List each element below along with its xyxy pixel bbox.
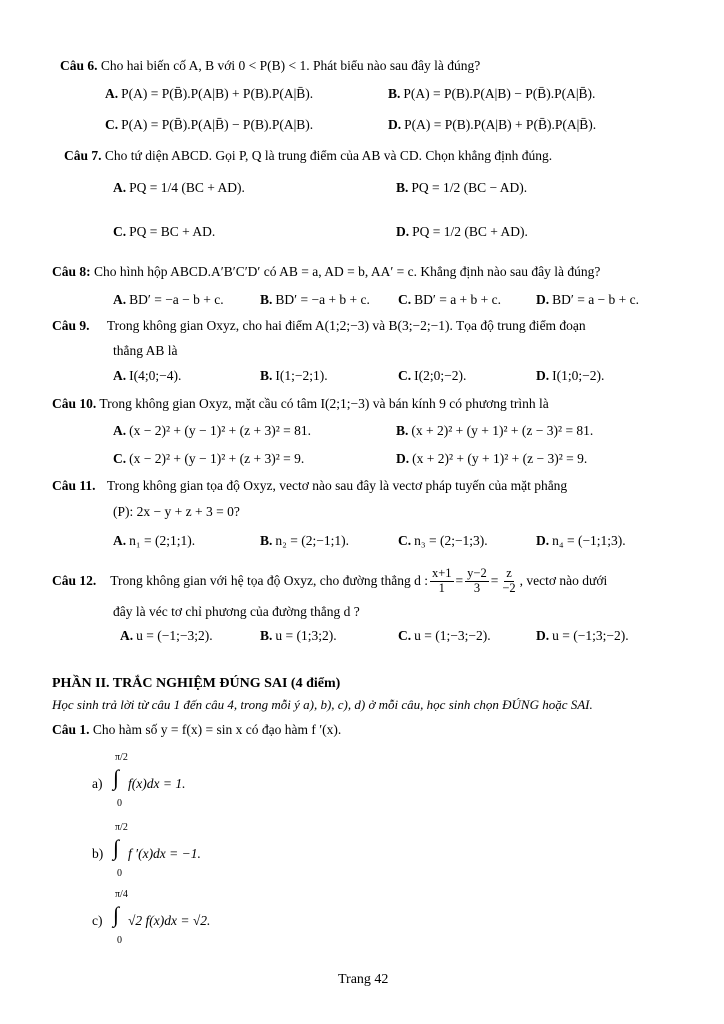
q7-option-b[interactable]: B. PQ = 1/2 (BC − AD).	[396, 180, 528, 195]
page-number: Trang 42	[338, 972, 389, 987]
q12-frac-z-den: −2	[502, 580, 516, 595]
q7-option-a[interactable]: A. PQ = 1/4 (BC + AD).	[113, 180, 245, 195]
item-c-upper-limit: π/4	[115, 889, 128, 900]
integral-sign-icon: ∫	[113, 765, 120, 790]
integral-sign-icon: ∫	[113, 835, 120, 860]
q10-option-b-text: (x + 2)² + (y + 1)² + (z − 3)² = 81.	[411, 423, 594, 438]
q11-option-b-text: n₂ = (2;−1;1).	[275, 533, 349, 548]
q8-option-b[interactable]: B. BD′ = −a + b + c.	[260, 292, 370, 307]
q7-stem: Cho tứ diện ABCD. Gọi P, Q là trung điểm của AB và CD. Chọn khẳng định đúng.	[104, 148, 553, 163]
q8-option-a[interactable]: A. BD′ = −a − b + c.	[113, 292, 224, 307]
q12-option-c-text: u = (1;−3;−2).	[414, 628, 491, 643]
q9-option-b-text: I(1;−2;1).	[275, 368, 328, 383]
q11-option-b[interactable]: B. n₂ = (2;−1;1).	[260, 533, 349, 548]
item-c-lower-limit: 0	[117, 935, 122, 946]
q9-option-c[interactable]: C. I(2;0;−2).	[398, 368, 467, 383]
q11-option-a[interactable]: A. n₁ = (2;1;1).	[113, 533, 196, 548]
q9-option-b[interactable]: B. I(1;−2;1).	[260, 368, 328, 383]
q12-option-b-text: u = (1;3;2).	[275, 628, 337, 643]
q8-stem-line	[52, 264, 600, 280]
part2-q1-label: Câu 1.	[52, 722, 90, 737]
q6-option-c[interactable]: C. P(A) = P(B̄).P(A|B̄) − P(B).P(A|B).	[105, 117, 314, 132]
item-c-expression: √2 f(x)dx = √2.	[128, 913, 211, 928]
q6-stem: Cho hai biến cố A, B với 0 < P(B) < 1. Phát biểu nào sau đây là đúng?	[100, 58, 481, 73]
q6-stem-line	[60, 58, 480, 74]
q8-option-c-text: BD′ = a + b + c.	[414, 292, 502, 307]
q11-stem-1: Trong không gian tọa độ Oxyz, vectơ nào sau đây là vectơ pháp tuyến của mặt phẳng	[106, 478, 568, 493]
q12-stem-line-1: Câu 12. Trong không gian với hệ tọa độ Oxyz, cho đường thẳng d : $\frac{x+1}{1}$ = $\frac{y-2}{3}$ = $\frac{z}{-2}$ , vectơ nào dưới	[52, 566, 608, 595]
q6-option-b-text: P(A) = P(B).P(A|B) − P(B̄).P(A|B̄).	[403, 86, 596, 101]
q12-frac-x-den: 1	[438, 580, 445, 595]
q12-fraction-x	[430, 567, 454, 594]
q10-stem: Trong không gian Oxyz, mặt cầu có tâm I(2;1;−3) và bán kính 9 có phương trình là	[99, 396, 549, 411]
q7-option-c[interactable]: C. PQ = BC + AD.	[113, 224, 216, 239]
q12-option-d-text: u = (−1;3;−2).	[552, 628, 629, 643]
q6-option-a[interactable]: A. P(A) = P(B̄).P(A|B) + P(B).P(A|B̄).	[105, 86, 314, 101]
item-b-label: b)	[92, 846, 104, 861]
q11-stem-line-1	[52, 478, 567, 494]
integral-sign-icon: ∫	[113, 902, 120, 927]
q9-option-a[interactable]: A. I(4;0;−4).	[113, 368, 182, 383]
item-b-lower-limit: 0	[117, 868, 122, 879]
q12-option-c[interactable]: C. u = (1;−3;−2).	[398, 628, 491, 643]
q11-option-c[interactable]: C. n₃ = (2;−1;3).	[398, 533, 488, 548]
q6-option-d-text: P(A) = P(B).P(A|B) + P(B̄).P(A|B̄).	[404, 117, 597, 132]
q10-option-d-text: (x + 2)² + (y + 1)² + (z − 3)² = 9.	[412, 451, 588, 466]
q11-option-c-text: n₃ = (2;−1;3).	[414, 533, 488, 548]
q8-option-d[interactable]: D. BD′ = a − b + c.	[536, 292, 640, 307]
q6-option-c-text: P(A) = P(B̄).P(A|B̄) − P(B).P(A|B).	[121, 117, 314, 132]
q7-option-b-text: PQ = 1/2 (BC − AD).	[411, 180, 528, 195]
q12-frac-y-num: y−2	[467, 566, 487, 581]
q8-option-a-text: BD′ = −a − b + c.	[129, 292, 224, 307]
q12-option-b[interactable]: B. u = (1;3;2).	[260, 628, 337, 643]
q7-option-d-text: PQ = 1/2 (BC + AD).	[412, 224, 528, 239]
q10-option-b[interactable]: B. (x + 2)² + (y + 1)² + (z − 3)² = 81.	[396, 423, 594, 438]
q12-option-d[interactable]: D. u = (−1;3;−2).	[536, 628, 629, 643]
q10-option-c[interactable]: C. (x − 2)² + (y − 1)² + (z + 3)² = 9.	[113, 451, 305, 466]
q7-option-c-text: PQ = BC + AD.	[129, 224, 216, 239]
q7-option-d[interactable]: D. PQ = 1/2 (BC + AD).	[396, 224, 528, 239]
part2-title: PHẦN II. TRẮC NGHIỆM ĐÚNG SAI (4 điểm)	[52, 676, 341, 691]
q9-stem-2: thẳng AB là	[113, 343, 178, 358]
item-a-lower-limit: 0	[117, 798, 122, 809]
q6-option-d[interactable]: D. P(A) = P(B).P(A|B) + P(B̄).P(A|B̄).	[388, 117, 597, 132]
q12-frac-x-num: x+1	[431, 566, 452, 581]
q12-option-a[interactable]: A. u = (−1;−3;2).	[120, 628, 213, 643]
q12-label: Câu 12.	[52, 573, 97, 589]
q8-option-c[interactable]: C. BD′ = a + b + c.	[398, 292, 502, 307]
q9-option-d[interactable]: D. I(1;0;−2).	[536, 368, 605, 383]
q11-option-a-text: n₁ = (2;1;1).	[129, 533, 196, 548]
item-b-upper-limit: π/2	[115, 822, 128, 833]
item-b-expression: f ′(x)dx = −1.	[128, 846, 201, 861]
part2-instruction: Học sinh trả lời từ câu 1 đến câu 4, trong mỗi ý a), b), c), d) ở mỗi câu, học sinh chọn ĐÚNG hoặc SAI.	[52, 697, 593, 712]
item-a-upper-limit: π/2	[115, 752, 128, 763]
q10-option-d[interactable]: D. (x + 2)² + (y + 1)² + (z − 3)² = 9.	[396, 451, 588, 466]
q12-stem-1b: vectơ nào dưới	[526, 573, 608, 589]
q11-option-d-text: n₄ = (−1;1;3).	[552, 533, 626, 548]
q6-label: Câu 6.	[60, 58, 98, 73]
q8-option-d-text: BD′ = a − b + c.	[552, 292, 640, 307]
part2-q1-stem-line	[52, 722, 341, 738]
q9-option-d-text: I(1;0;−2).	[552, 368, 605, 383]
q9-option-a-text: I(4;0;−4).	[129, 368, 182, 383]
q6-option-b[interactable]: B. P(A) = P(B).P(A|B) − P(B̄).P(A|B̄).	[388, 86, 596, 101]
q10-option-c-text: (x − 2)² + (y − 1)² + (z + 3)² = 9.	[129, 451, 305, 466]
q12-stem-1a: Trong không gian với hệ tọa độ Oxyz, cho đường thẳng d :	[110, 573, 428, 589]
q8-stem: Cho hình hộp ABCD.A′B′C′D′ có AB = a, AD = b, AA′ = c. Khẳng định nào sau đây là đúng?	[94, 264, 601, 279]
q11-stem-2: (P): 2x − y + z + 3 = 0?	[113, 504, 240, 519]
q12-frac-z-num: z	[506, 566, 512, 581]
item-c-label: c)	[92, 913, 103, 928]
q10-option-a-text: (x − 2)² + (y − 1)² + (z + 3)² = 81.	[129, 423, 312, 438]
q11-option-d[interactable]: D. n₄ = (−1;1;3).	[536, 533, 626, 548]
q12-option-a-text: u = (−1;−3;2).	[136, 628, 213, 643]
q10-option-a[interactable]: A. (x − 2)² + (y − 1)² + (z + 3)² = 81.	[113, 423, 312, 438]
q9-stem-1: Trong không gian Oxyz, cho hai điểm A(1;2;−3) và B(3;−2;−1). Tọa độ trung điểm đoạn	[106, 318, 586, 333]
q10-stem-line	[52, 396, 549, 412]
q8-option-b-text: BD′ = −a + b + c.	[275, 292, 370, 307]
q9-label: Câu 9.	[52, 318, 90, 333]
item-a-expression: f(x)dx = 1.	[128, 776, 186, 791]
q12-frac-y-den: 3	[473, 580, 481, 595]
q7-stem-line	[64, 148, 552, 164]
q12-stem-2: đây là véc tơ chỉ phương của đường thẳng d ?	[113, 604, 360, 619]
q8-label: Câu 8:	[52, 264, 91, 279]
part2-q1-stem: Cho hàm số y = f(x) = sin x có đạo hàm f ′(x).	[92, 722, 342, 737]
q9-stem-line-1	[52, 318, 586, 334]
q10-label: Câu 10.	[52, 396, 97, 411]
q9-option-c-text: I(2;0;−2).	[414, 368, 467, 383]
q6-option-a-text: P(A) = P(B̄).P(A|B) + P(B).P(A|B̄).	[121, 86, 314, 101]
q7-option-a-text: PQ = 1/4 (BC + AD).	[129, 180, 245, 195]
q7-label: Câu 7.	[64, 148, 102, 163]
q12-fraction-z	[500, 567, 517, 594]
item-a-label: a)	[92, 776, 103, 791]
q12-fraction-y	[465, 567, 489, 594]
q11-label: Câu 11.	[52, 478, 96, 493]
